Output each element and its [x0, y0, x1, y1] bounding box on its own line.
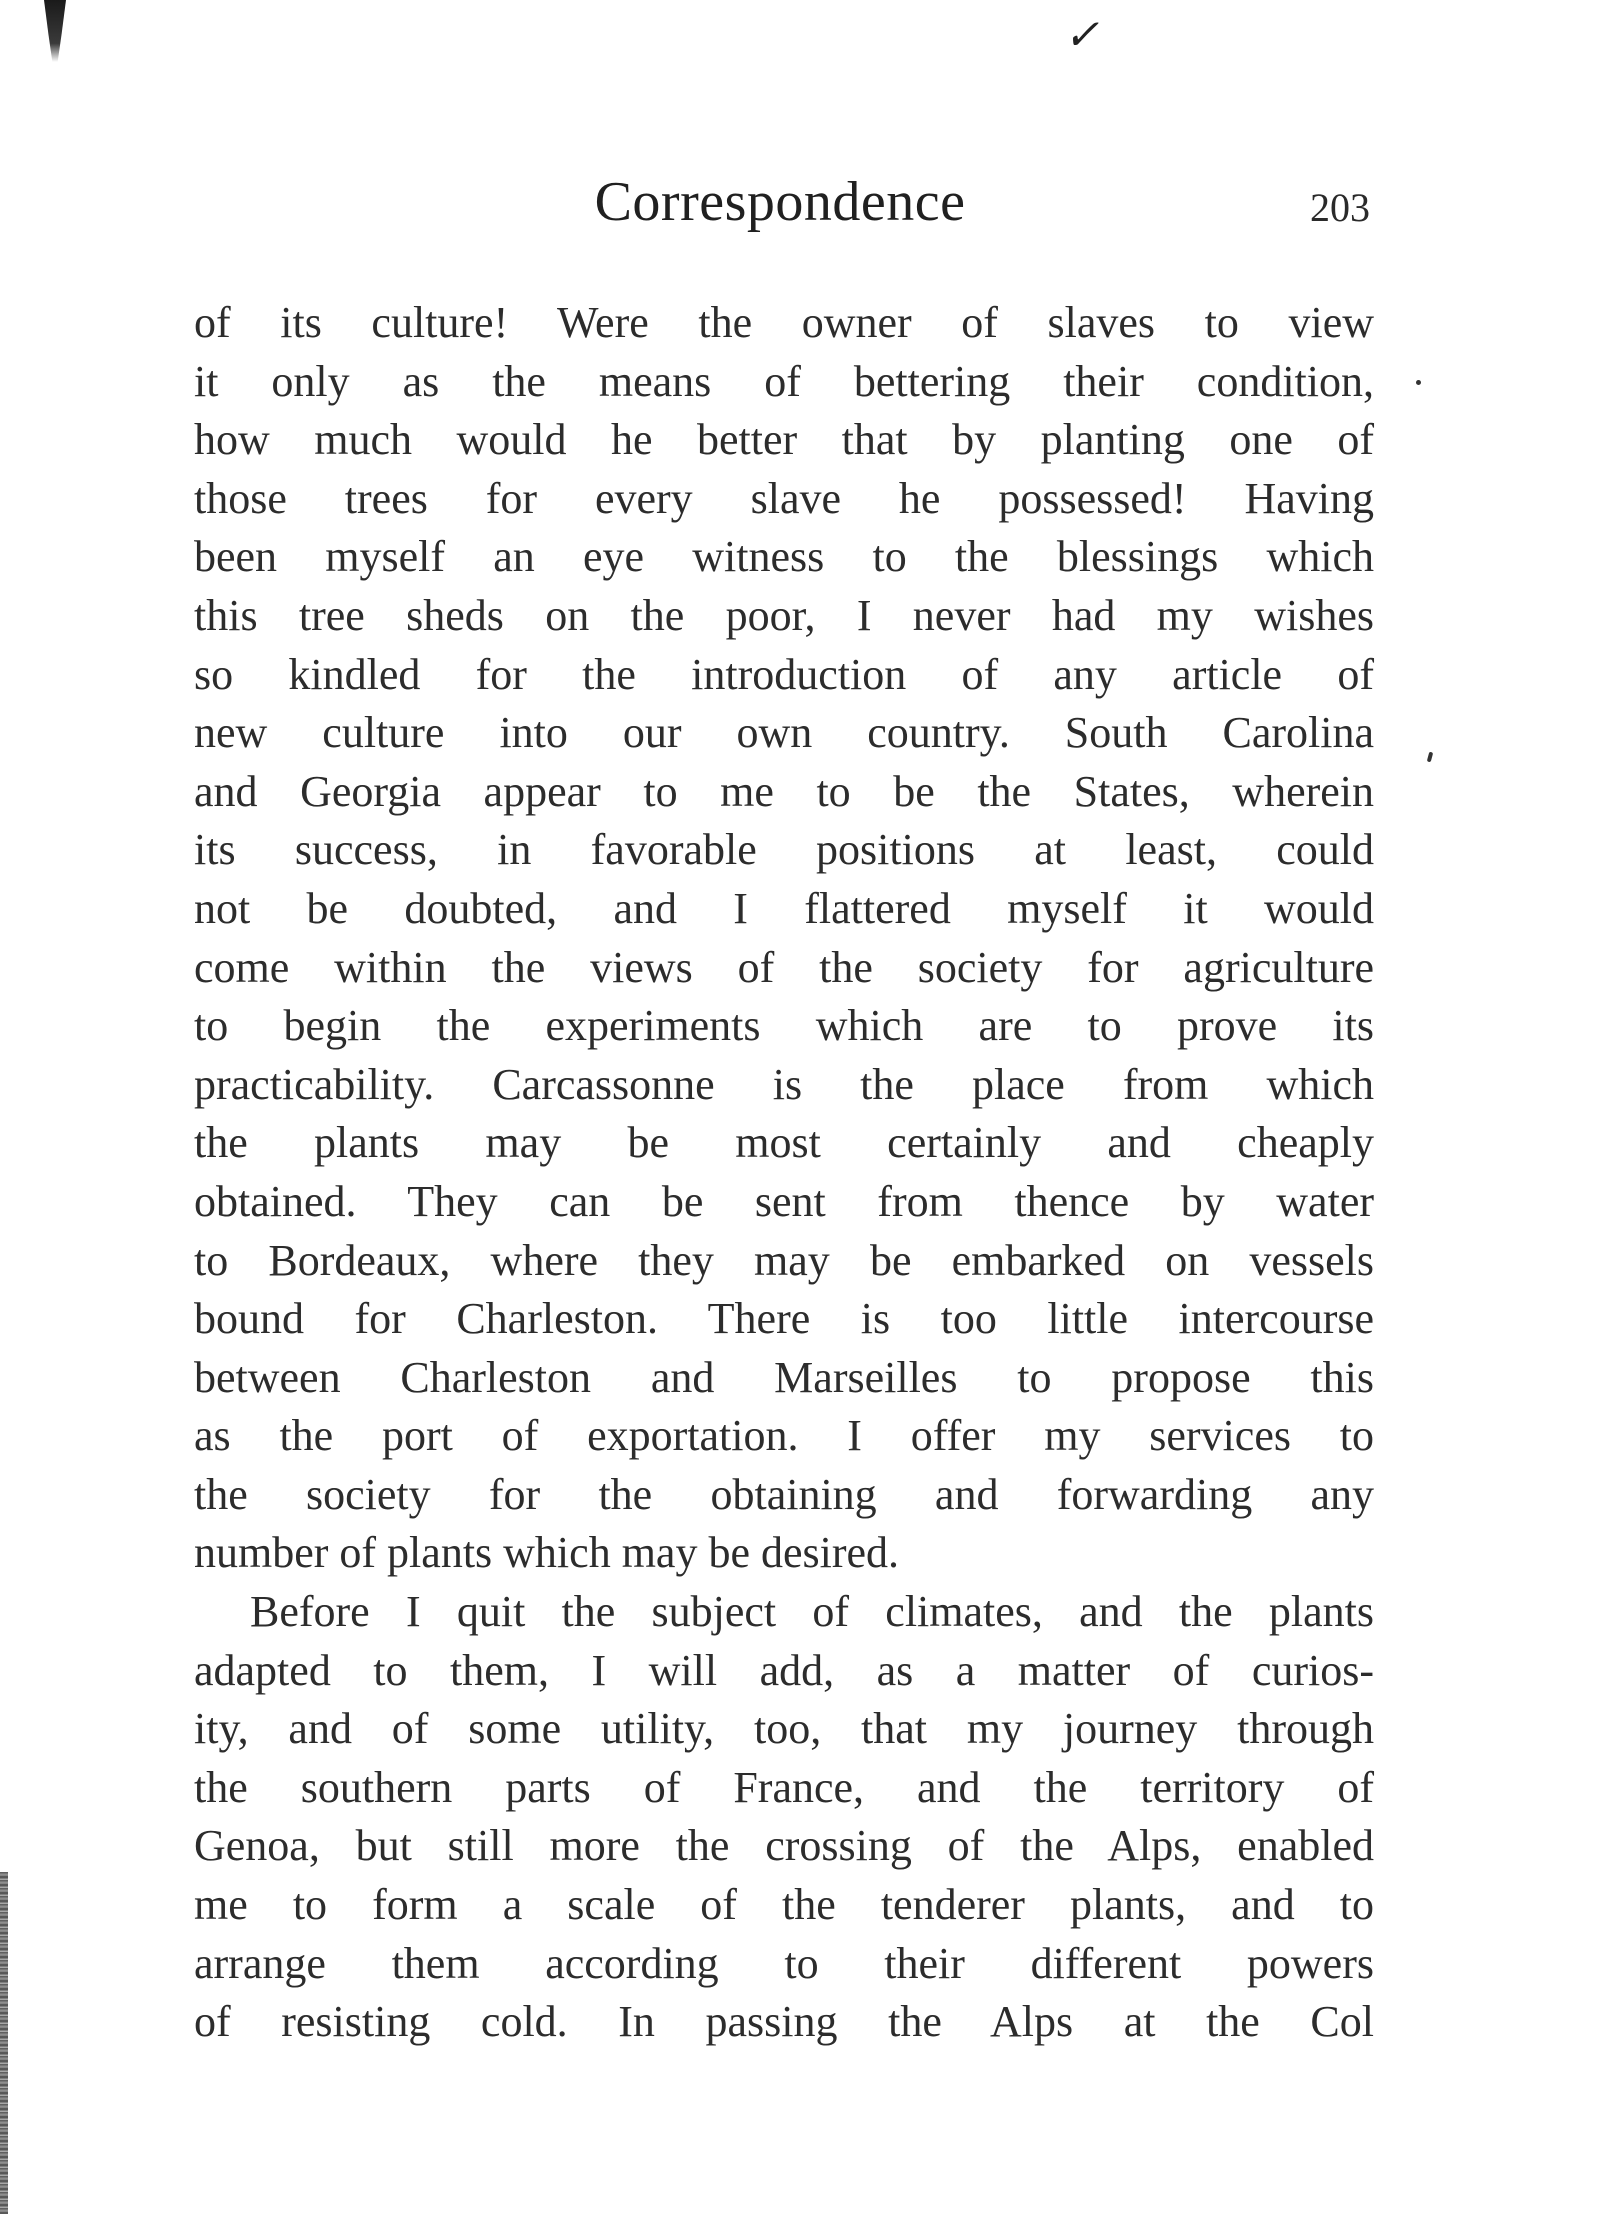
- text-line: come within the views of the society for agriculture: [194, 942, 1374, 992]
- text-line: of resisting cold. In passing the Alps at the Col: [194, 1997, 1374, 2047]
- scan-edge-strip: [0, 1872, 8, 2214]
- paragraph-1: [194, 294, 1374, 1583]
- text-line: arrange them according to their different powers: [194, 1938, 1374, 1988]
- text-line: practicability. Carcassonne is the place from which: [194, 1059, 1374, 1109]
- margin-speck: [1416, 380, 1421, 385]
- text-line: adapted to them, I will add, as a matter of curios-: [194, 1645, 1374, 1695]
- text-line: of its culture! Were the owner of slaves to view: [194, 298, 1374, 347]
- binding-mark: [44, 0, 66, 62]
- text-line: its success, in favorable positions at least, could: [194, 825, 1374, 875]
- page-number: 203: [1310, 185, 1370, 230]
- check-mark-annotation: ✓: [1064, 10, 1100, 59]
- margin-speck: [1427, 752, 1433, 763]
- running-title: Correspondence: [594, 171, 966, 233]
- text-line: to Bordeaux, where they may be embarked on vessels: [194, 1235, 1374, 1285]
- text-line: the plants may be most certainly and cheaply: [194, 1118, 1374, 1168]
- text-line: as the port of exportation. I offer my services to: [194, 1411, 1374, 1461]
- text-line: bound for Charleston. There is too little intercourse: [194, 1294, 1374, 1344]
- text-line: obtained. They can be sent from thence by water: [194, 1176, 1374, 1226]
- text-line: between Charleston and Marseilles to propose this: [194, 1352, 1374, 1402]
- text-line: those trees for every slave he possessed! Having: [194, 473, 1374, 523]
- text-line: the society for the obtaining and forwarding any: [194, 1469, 1374, 1519]
- text-line: this tree sheds on the poor, I never had my wishes: [194, 590, 1374, 640]
- text-line: number of plants which may be desired.: [194, 1528, 900, 1578]
- text-line: so kindled for the introduction of any article of: [194, 649, 1374, 699]
- text-line: me to form a scale of the tenderer plants, and to: [194, 1880, 1374, 1930]
- text-line: Genoa, but still more the crossing of the Alps, enabled: [194, 1821, 1374, 1871]
- paragraph-2: [194, 1583, 1374, 2052]
- text-line: been myself an eye witness to the blessings which: [194, 532, 1374, 582]
- running-head: [190, 170, 1370, 250]
- text-line: not be doubted, and I flattered myself it would: [194, 883, 1374, 933]
- body-text: [194, 294, 1374, 2052]
- text-line: the southern parts of France, and the territory of: [194, 1762, 1374, 1812]
- text-line: to begin the experiments which are to prove its: [194, 1001, 1374, 1051]
- text-line: and Georgia appear to me to be the States, wherein: [194, 766, 1374, 816]
- text-line: new culture into our own country. South Carolina: [194, 708, 1374, 758]
- text-line: Before I quit the subject of climates, and the plants: [250, 1587, 1374, 1637]
- text-line: how much would he better that by planting one of: [194, 415, 1374, 465]
- text-line: it only as the means of bettering their condition,: [194, 356, 1374, 406]
- text-line: ity, and of some utility, too, that my journey through: [194, 1704, 1374, 1754]
